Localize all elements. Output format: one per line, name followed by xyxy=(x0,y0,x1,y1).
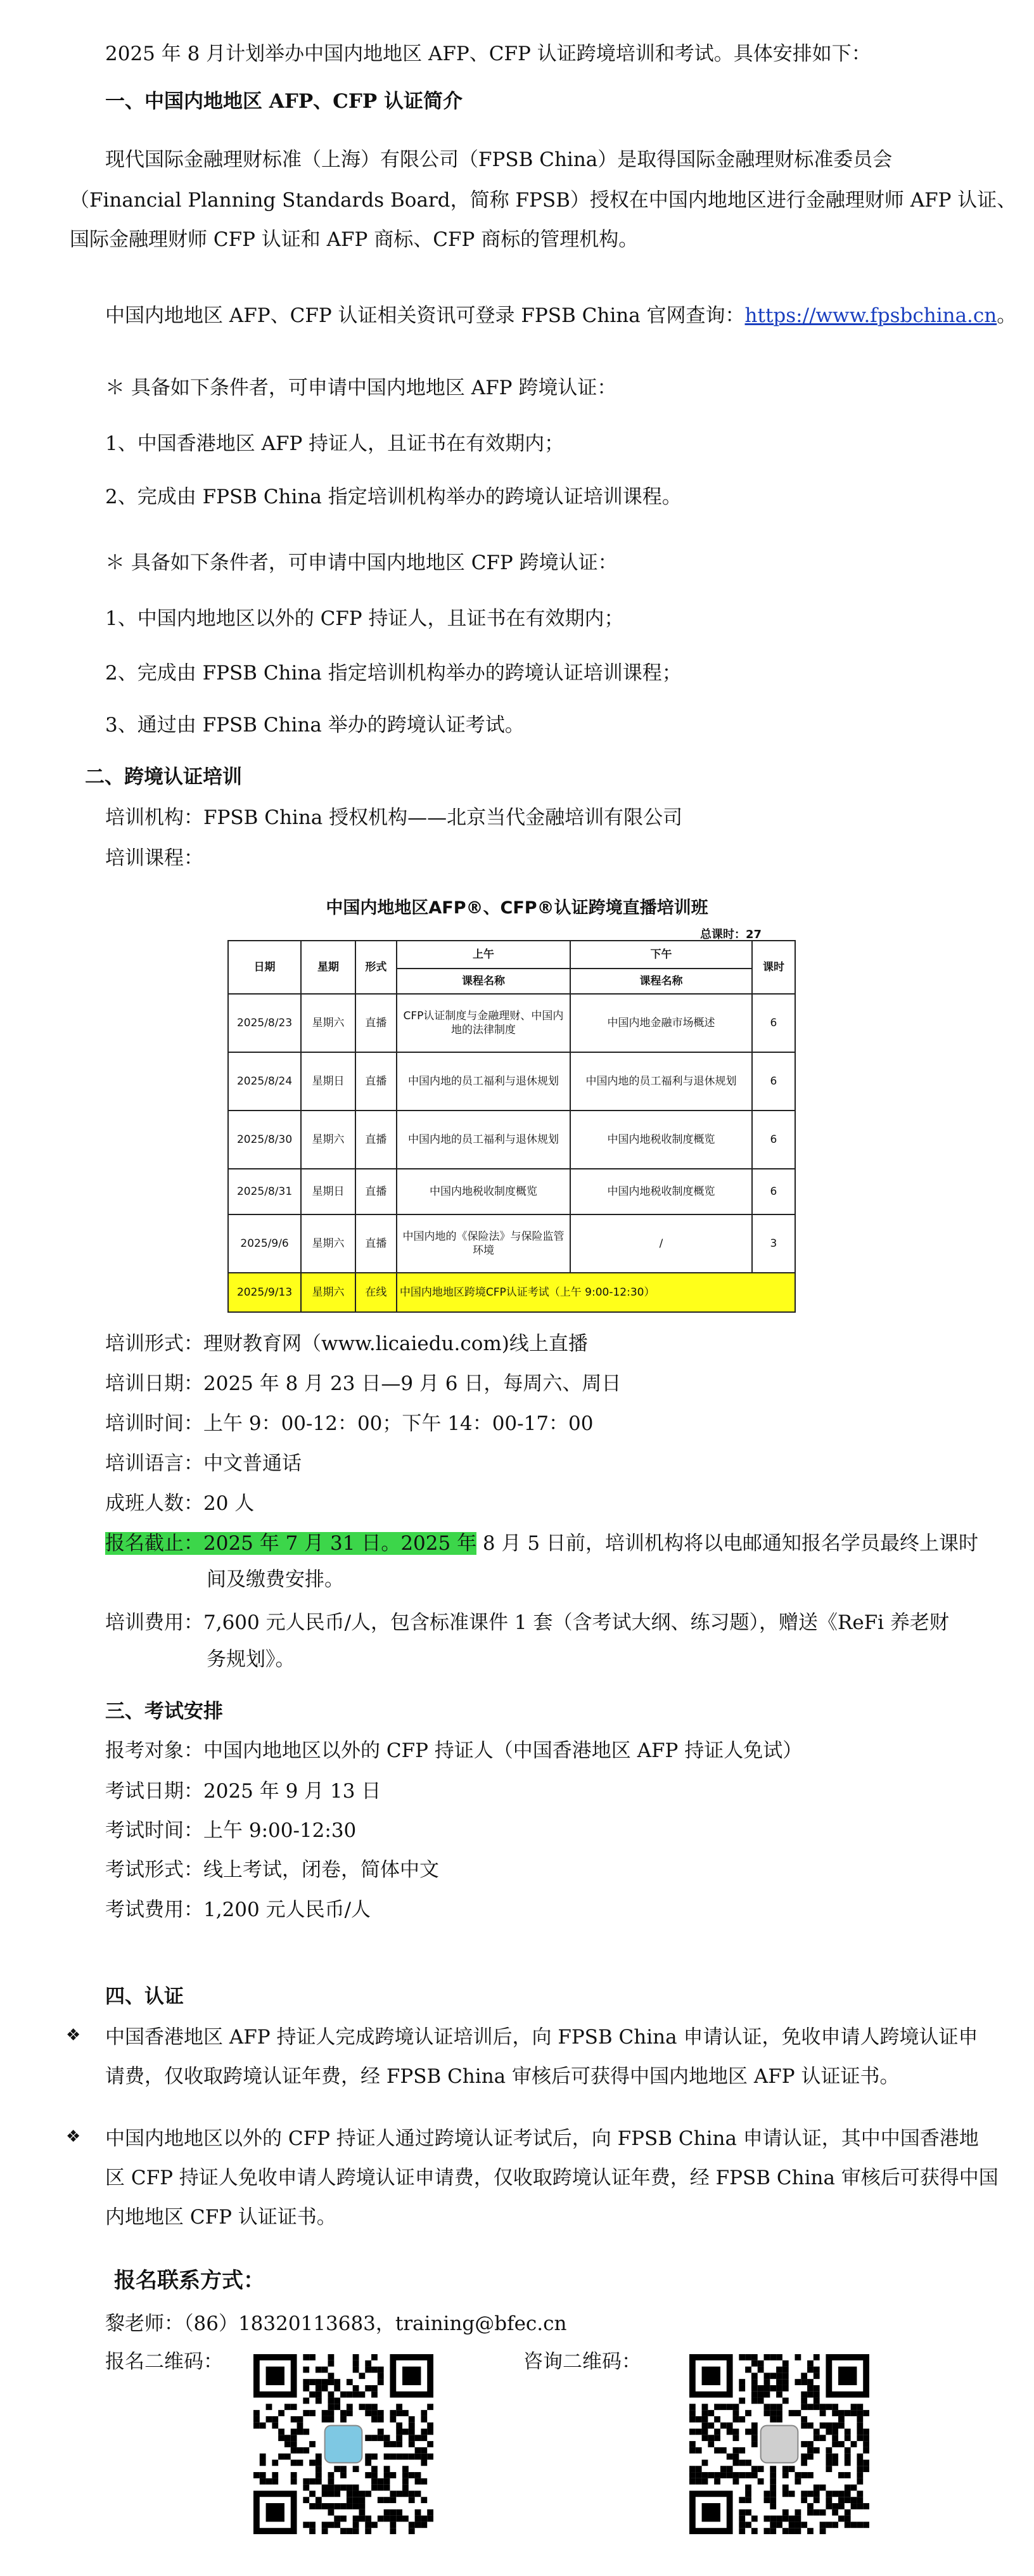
row-form: 直播 xyxy=(355,1052,397,1111)
row-weekday: 星期六 xyxy=(301,994,355,1052)
cfp-condition-2: 2、完成由 FPSB China 指定培训机构举办的跨境认证培训课程； xyxy=(105,662,682,685)
schedule-total-hours: 总课时：27 xyxy=(700,928,762,941)
row-form: 直播 xyxy=(355,1214,397,1273)
header-date: 日期 xyxy=(228,941,301,994)
header-am-course: 课程名称 xyxy=(397,969,570,994)
website-prefix: 中国内地地区 AFP、CFP 认证相关资讯可登录 FPSB China 官网查询： xyxy=(105,304,745,327)
consult-qr-code[interactable] xyxy=(689,2354,869,2534)
exam-date: 2025/9/13 xyxy=(228,1273,301,1312)
row-weekday: 星期日 xyxy=(301,1052,355,1111)
cert-bullet2-line2: 区 CFP 持证人免收申请人跨境认证申请费，仅收取跨境认证年费，经 FPSB China 审核后可获得中国 xyxy=(105,2167,999,2189)
cfp-condition-3: 3、通过由 FPSB China 举办的跨境认证考试。 xyxy=(105,714,525,737)
exam-format-line: 考试形式：线上考试，闭卷，简体中文 xyxy=(105,1858,439,1881)
registration-deadline xyxy=(105,1531,978,1556)
row-am-course: CFP认证制度与金融理财、中国内地的法律制度 xyxy=(397,994,570,1052)
exam-time-line: 考试时间：上午 9:00-12:30 xyxy=(105,1819,357,1842)
row-weekday: 星期六 xyxy=(301,1214,355,1273)
sec1-paragraph-line1: 现代国际金融理财标准（上海）有限公司（FPSB China）是取得国际金融理财标准委员会 xyxy=(105,148,893,171)
section-4-title: 四、认证 xyxy=(105,1985,184,2008)
afp-conditions-heading: ＊ 具备如下条件者，可申请中国内地地区 AFP 跨境认证： xyxy=(105,377,617,399)
training-language: 培训语言：中文普通话 xyxy=(105,1452,302,1475)
registration-qr-label: 报名二维码： xyxy=(105,2350,223,2373)
row-am-course: 中国内地的员工福利与退休规划 xyxy=(397,1111,570,1169)
table-row xyxy=(228,1052,795,1111)
header-form: 形式 xyxy=(355,941,397,994)
row-date: 2025/8/23 xyxy=(228,994,301,1052)
table-row xyxy=(228,1169,795,1214)
exam-date-line: 考试日期：2025 年 9 月 13 日 xyxy=(105,1780,381,1803)
training-course-label: 培训课程： xyxy=(105,847,203,870)
table-row xyxy=(228,1214,795,1273)
row-hours: 6 xyxy=(752,1169,795,1214)
row-pm-course: 中国内地税收制度概览 xyxy=(570,1169,752,1214)
cfp-conditions-heading: ＊ 具备如下条件者，可申请中国内地地区 CFP 跨境认证： xyxy=(105,551,618,574)
row-am-course: 中国内地的员工福利与退休规划 xyxy=(397,1052,570,1111)
header-am: 上午 xyxy=(397,941,570,969)
training-fee-line2: 务规划》。 xyxy=(207,1648,295,1671)
sec1-website-line xyxy=(105,303,1016,328)
cert-bullet1-line2: 请费，仅收取跨境认证年费，经 FPSB China 审核后可获得中国内地地区 AFP 认证证书。 xyxy=(105,2065,900,2088)
row-date: 2025/9/6 xyxy=(228,1214,301,1273)
exam-target: 报考对象：中国内地地区以外的 CFP 持证人（中国香港地区 AFP 持证人免试） xyxy=(105,1739,803,1762)
row-hours: 6 xyxy=(752,1052,795,1111)
header-pm-course: 课程名称 xyxy=(570,969,752,994)
training-format: 培训形式：理财教育网（www.licaiedu.com)线上直播 xyxy=(105,1332,588,1355)
row-weekday: 星期六 xyxy=(301,1111,355,1169)
exam-row xyxy=(228,1273,795,1312)
deadline-highlight: 报名截止：2025 年 7 月 31 日。2025 年 xyxy=(105,1532,477,1555)
row-weekday: 星期日 xyxy=(301,1169,355,1214)
contact-teacher: 黎老师：（86）18320113683，training@bfec.cn xyxy=(105,2312,567,2335)
fpsb-china-link[interactable]: https://www.fpsbchina.cn xyxy=(744,304,997,327)
row-am-course: 中国内地的《保险法》与保险监管环境 xyxy=(397,1214,570,1273)
cert-bullet2-line1: 中国内地地区以外的 CFP 持证人通过跨境认证考试后，向 FPSB China 申请认证，其中中国香港地 xyxy=(105,2127,979,2150)
section-1-title: 一、中国内地地区 AFP、CFP 认证简介 xyxy=(105,90,463,113)
cfp-condition-1: 1、中国内地地区以外的 CFP 持证人，且证书在有效期内； xyxy=(105,607,624,630)
header-hours: 课时 xyxy=(752,941,795,994)
row-form: 直播 xyxy=(355,1111,397,1169)
row-form: 直播 xyxy=(355,1169,397,1214)
row-am-course: 中国内地税收制度概览 xyxy=(397,1169,570,1214)
exam-form: 在线 xyxy=(355,1273,397,1312)
section-3-title: 三、考试安排 xyxy=(105,1700,223,1723)
training-org: 培训机构：FPSB China 授权机构——北京当代金融培训有限公司 xyxy=(105,806,683,829)
exam-description: 中国内地地区跨境CFP认证考试（上午 9:00-12:30） xyxy=(397,1273,795,1312)
schedule-table xyxy=(227,940,796,1313)
row-hours: 6 xyxy=(752,994,795,1052)
sec1-paragraph-line2: （Financial Planning Standards Board，简称 FPSB）授权在中国内地地区进行金融理财师 AFP 认证、 xyxy=(70,189,1017,212)
contact-title: 报名联系方式： xyxy=(114,2268,265,2293)
table-row xyxy=(228,1111,795,1169)
table-row xyxy=(228,994,795,1052)
row-date: 2025/8/31 xyxy=(228,1169,301,1214)
registration-qr-code[interactable] xyxy=(253,2354,433,2534)
table-header-row xyxy=(228,941,795,969)
cert-bullet1-line1: 中国香港地区 AFP 持证人完成跨境认证培训后，向 FPSB China 申请认证，免收申请人跨境认证申 xyxy=(105,2026,978,2049)
exam-weekday: 星期六 xyxy=(301,1273,355,1312)
training-dates: 培训日期：2025 年 8 月 23 日—9 月 6 日，每周六、周日 xyxy=(105,1372,622,1395)
deadline-rest: 8 月 5 日前，培训机构将以电邮通知报名学员最终上课时 xyxy=(476,1532,978,1555)
afp-condition-2: 2、完成由 FPSB China 指定培训机构举办的跨境认证培训课程。 xyxy=(105,486,682,508)
website-suffix: 。 xyxy=(997,304,1017,327)
consult-qr-label: 咨询二维码： xyxy=(523,2350,641,2373)
section-2-title: 二、跨境认证培训 xyxy=(85,766,242,789)
row-form: 直播 xyxy=(355,994,397,1052)
header-pm: 下午 xyxy=(570,941,752,969)
diamond-bullet-icon: ❖ xyxy=(66,2026,81,2045)
class-size: 成班人数：20 人 xyxy=(105,1492,255,1515)
row-pm-course: 中国内地税收制度概览 xyxy=(570,1111,752,1169)
header-weekday: 星期 xyxy=(301,941,355,994)
training-fee-line1: 培训费用：7,600 元人民币/人，包含标准课件 1 套（含考试大纲、练习题），赠送《ReFi 养老财 xyxy=(105,1611,949,1634)
row-hours: 3 xyxy=(752,1214,795,1273)
row-pm-course: 中国内地的员工福利与退休规划 xyxy=(570,1052,752,1111)
row-pm-course: 中国内地金融市场概述 xyxy=(570,994,752,1052)
diamond-bullet-icon: ❖ xyxy=(66,2127,81,2146)
row-date: 2025/8/30 xyxy=(228,1111,301,1169)
training-time: 培训时间：上午 9：00-12：00；下午 14：00-17：00 xyxy=(105,1412,594,1435)
row-hours: 6 xyxy=(752,1111,795,1169)
deadline-line2: 间及缴费安排。 xyxy=(207,1568,344,1591)
schedule-title: 中国内地地区AFP®、CFP®认证跨境直播培训班 xyxy=(326,898,708,918)
exam-fee-line: 考试费用：1,200 元人民币/人 xyxy=(105,1898,371,1921)
row-date: 2025/8/24 xyxy=(228,1052,301,1111)
sec1-paragraph-line3: 国际金融理财师 CFP 认证和 AFP 商标、CFP 商标的管理机构。 xyxy=(70,228,639,251)
row-pm-course: / xyxy=(570,1214,752,1273)
afp-condition-1: 1、中国香港地区 AFP 持证人，且证书在有效期内； xyxy=(105,432,565,455)
cert-bullet2-line3: 内地地区 CFP 认证证书。 xyxy=(105,2206,336,2229)
intro-text: 2025 年 8 月计划举办中国内地地区 AFP、CFP 认证跨境培训和考试。具体安排如下： xyxy=(105,42,871,65)
